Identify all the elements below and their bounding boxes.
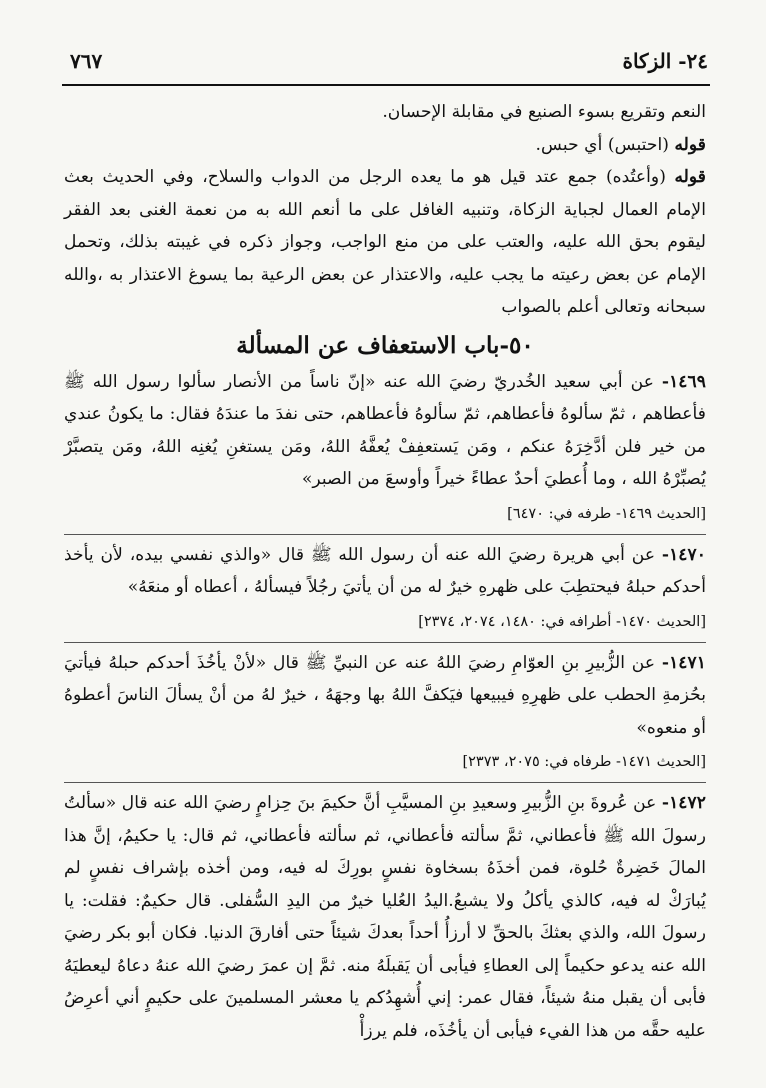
intro-paragraph-1: النعم وتقريع بسوء الصنيع في مقابلة الإحسان. — [382, 102, 706, 122]
header-rule — [62, 84, 710, 86]
hadith-reference: [الحديث ١٤٦٩- طرفه في: ٦٤٧٠] — [507, 505, 706, 522]
hadith-1472 — [64, 787, 706, 1047]
hadith-number: ١٤٦٩- — [661, 371, 706, 392]
page-number: ٧٦٧ — [70, 49, 103, 73]
hadith-text: عن أبي سعيد الخُدريّ رضيَ الله عنه «إنّ ناساً من الأنصار سألوا رسول الله ﷺ فأعطاهم ، ثمّ سألوهُ فأعطاهم، ثمّ سألوهُ فأعطاهم، حتى نفدَ ما عندَهُ فقال: ما يكونُ عندي من خير فلن أدَّخِرَهُ عنكم ، ومَن يَستعفِفْ يُعفَّهُ اللهُ، ومَن يستغنِ يُغنِه اللهُ، ومَن يتصبَّرْ يُصبِّرْهُ الله ، وما أُعطيَ أحدٌ عطاءً خيراً وأوسعَ من الصبر» — [64, 371, 706, 489]
divider — [64, 642, 706, 643]
hadith-1470 — [64, 539, 706, 604]
divider — [64, 782, 706, 783]
intro-paragraph-3: قوله (وأعتُده) جمع عتد قيل هو ما يعده الرجل من الدواب والسلاح، وفي الحديث بعث الإمام العمال لجباية الزكاة، وتنبيه الغافل على ما أنعم الله به من نعمة الغنى بعد الفقر ليقوم بحق الله عليه، والعتب على من منع الواجب، وجواز ذكره في غيبته بذلك، وتحمل الإمام عن بعض رعيته ما يجب عليه، والاعتذار عن بعض الرعية بما يسوغ الاعتذار به ،والله سبحانه وتعالى أعلم بالصواب — [64, 167, 706, 317]
divider — [64, 534, 706, 535]
hadith-1471 — [64, 647, 706, 745]
page-body — [64, 96, 706, 1047]
hadith-1469 — [64, 366, 706, 496]
commentary-label: قوله — [674, 134, 706, 155]
hadith-text: عن أبي هريرة رضيَ الله عنه أن رسول الله ﷺ قال «والذي نفسي بيده، لأن يأخذ أحدكم حبلهُ فيحتطِبَ على ظهرهِ خيرٌ له من أن يأتيَ رجُلاً فيسألهُ ، أعطاه أو منعَهُ» — [64, 544, 706, 597]
running-head-chapter: ٢٤- الزكاة — [622, 49, 708, 73]
hadith-number: ١٤٧١- — [661, 652, 706, 673]
hadith-reference: [الحديث ١٤٧١- طرفاه في: ٢٠٧٥، ٢٣٧٣] — [462, 754, 706, 770]
hadith-text: عن الزُّبيرِ بنِ العوّامِ رضيَ اللهُ عنه عن النبيِّ ﷺ قال «لأنْ يأخُذَ أحدكم حبلهُ فيأتيَ بحُزمةِ الحطب على ظهرِهِ فيبيعها فيَكفَّ اللهُ بها وجهَهُ ، خيرٌ لهُ من أنْ يسألَ الناسَ أعطوهُ أو منعوه» — [64, 652, 706, 738]
hadith-text: عن عُروةَ بنِ الزُّبيرِ وسعيدِ بنِ المسيَّبِ أنَّ حكيمَ بنَ حِزامٍ رضيَ الله عنه قال «سألتُ رسولَ الله ﷺ فأعطاني، ثمَّ سألته فأعطاني، ثم سألته فأعطاني، ثم قال: يا حكيمُ، إنَّ هذا المالَ خَضِرةٌ حُلوة، فمن أخذَهُ بسخاوة نفسٍ بورِكَ له فيه، ومن أخذه بإشراف نفسٍ لم يُبارَكْ له فيه، كالذي يأكلُ ولا يشبعُ.اليدُ العُليا خيرٌ من اليدِ السُّفلى. قال حكيمٌ: فقلت: يا رسولَ الله، والذي بعثكَ بالحقِّ لا أرزأُ أحداً بعدكَ شيئاً حتى أفارقَ الدنيا. فكان أبو بكر رضيَ الله عنه يدعو حكيماً إلى العطاءِ فيأبى أن يَقبلَهُ منه. ثمَّ إن عمرَ رضيَ الله عنهُ دعاهُ ليعطيَهُ فأبى أن يقبل منهُ شيئاً، فقال عمر: إني أُشهِدُكم يا معشر المسلمينَ على حكيمٍ أني أعرِضُ عليه حقَّه من هذا الفيء فيأبى أن يأخُذَه، فلم يرزأْ — [64, 793, 706, 1041]
chapter-title: ٥٠-باب الاستعفاف عن المسألة — [236, 331, 534, 359]
intro-paragraph-2: قوله (احتبس) أي حبس. — [535, 134, 706, 155]
hadith-number: ١٤٧٢- — [661, 793, 706, 813]
page-header — [70, 44, 708, 78]
commentary-label: قوله — [674, 167, 706, 187]
hadith-reference: [الحديث ١٤٧٠- أطرافه في: ١٤٨٠، ٢٠٧٤، ٢٣٧٤] — [418, 613, 706, 630]
hadith-number: ١٤٧٠- — [661, 544, 706, 565]
